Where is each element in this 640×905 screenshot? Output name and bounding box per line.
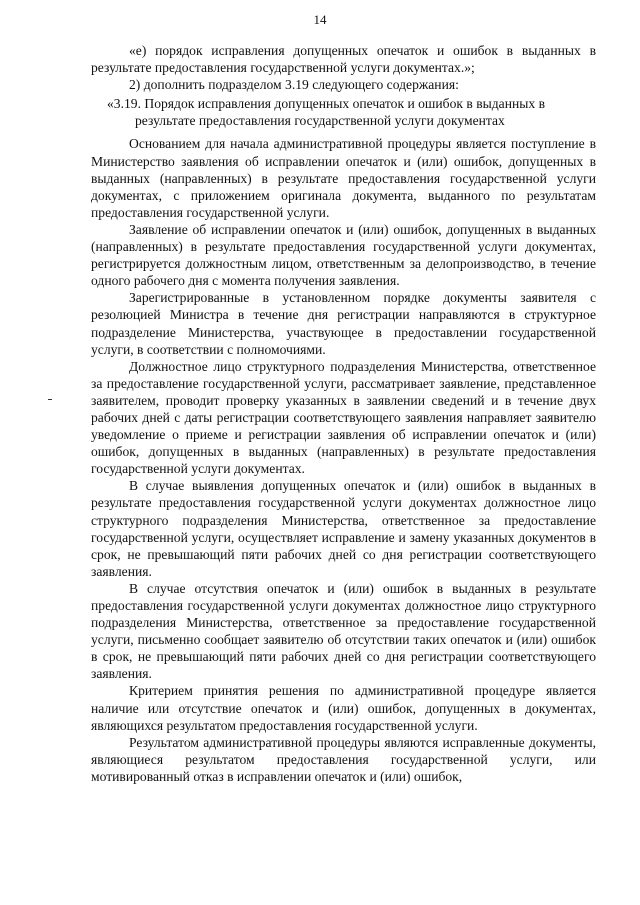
- paragraph-2: Заявление об исправлении опечаток и (или) ошибок, допущенных в выданных (направленных) в результате предоставления государственной услуги документах, регистрируется должностным лицом, ответственным за делопроизводство, в течение одного рабочего дня с момента получения заявления.: [91, 221, 596, 289]
- paragraph-3: Зарегистрированные в установленном порядке документы заявителя с резолюцией Министра в течение дня регистрации направляются в структурное подразделение Министерства, участвующее в предоставлении государственной услуги, в соответствии с полномочиями.: [91, 290, 596, 357]
- section-heading: [91, 95, 596, 129]
- paragraph-6: В случае отсутствия опечаток и (или) ошибок в выданных в результате предоставления государственной услуги документах должностное лицо структурного подразделения Министерства, ответственное за предоставление государственной услуги, письменно сообщает заявителю об отсутствии таких опечаток и (или) ошибок в срок, не превышающий пяти рабочих дней со дня регистрации соответствующего заявления.: [91, 580, 596, 682]
- paragraph-7: Критерием принятия решения по административной процедуре является наличие или отсутствие опечаток и (или) ошибок, допущенных в документах, являющихся результатом предоставления государственной услуги.: [91, 683, 596, 733]
- document-body: [91, 42, 596, 785]
- section-heading-line1: «3.19. Порядок исправления допущенных опечаток и ошибок в выданных в: [107, 96, 545, 112]
- intro-item-2: 2) дополнить подразделом 3.19 следующего содержания:: [129, 77, 459, 93]
- paragraph-4: Должностное лицо структурного подразделения Министерства, ответственное за предоставление государственной услуги, рассматривает заявление, представленное заявителем, проводит проверку указанных в заявлении сведений и в течение двух рабочих дней с даты регистрации соответствующего заявления направляет заявителю уведомление о приеме и регистрации заявления об исправлении опечаток и (или) ошибок, допущенных в выданных (направленных) в результате предоставления государственной услуги документах.: [91, 358, 596, 477]
- paragraph-5: В случае выявления допущенных опечаток и (или) ошибок в выданных в результате предоставления государственной услуги документах должностное лицо структурного подразделения Министерства, ответственное за предоставление государственной услуги, осуществляет исправление и замену указанных документов в срок, не превышающий пяти рабочих дней со дня регистрации соответствующего заявления.: [91, 478, 596, 579]
- paragraph-1: Основанием для начала административной процедуры является поступление в Министерство заявления об исправлении опечаток и (или) ошибок, допущенных в выданных (направленных) в результате предоставления государственной услуги документах, с приложением оригинала документа, выданного по результатам предоставления государственной услуги.: [91, 136, 596, 220]
- margin-mark: [48, 399, 52, 400]
- page-number: 14: [313, 12, 327, 27]
- section-heading-line2: результате предоставления государственной услуги документах: [135, 113, 505, 129]
- intro-item-e: «е) порядок исправления допущенных опечаток и ошибок в выданных в результате предоставления государственной услуги документах.»;: [91, 43, 596, 76]
- paragraph-8: Результатом административной процедуры являются исправленные документы, являющиеся результатом предоставления государственной услуги, или мотивированный отказ в исправлении опечаток и (или) ошибок,: [91, 734, 596, 784]
